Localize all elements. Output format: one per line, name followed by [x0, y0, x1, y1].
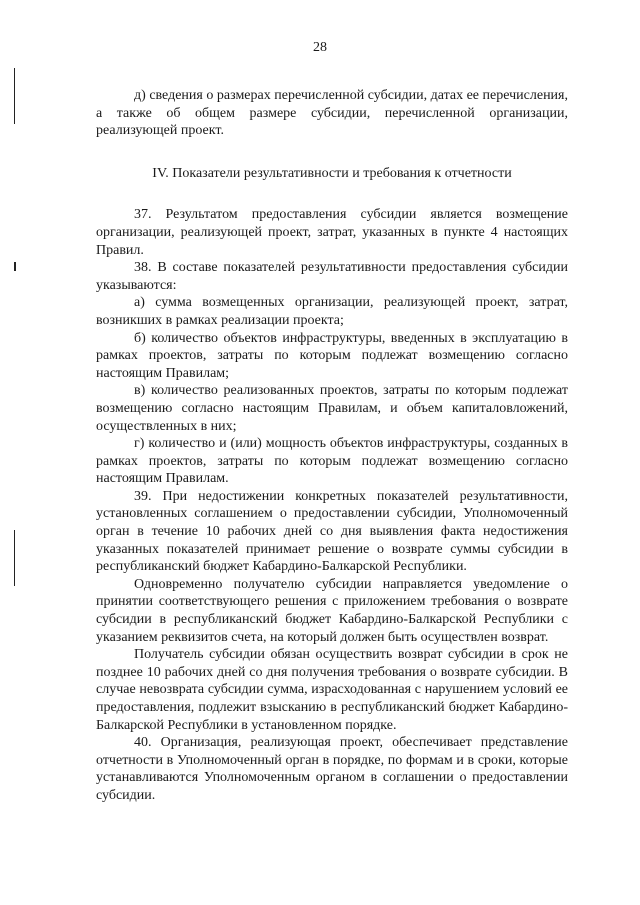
paragraph-38-v: в) количество реализованных проектов, затраты по которым подлежат возмещению согласно настоящим Правилам, и объем капиталовложений, осуществленных в них;	[96, 383, 568, 434]
document-body	[96, 87, 568, 805]
paragraph-38: 38. В составе показателей результативности предоставления субсидии указываются:	[96, 260, 568, 293]
paragraph-38-a: а) сумма возмещенных организации, реализующей проект, затрат, возникших в рамках реализации проекта;	[96, 295, 568, 328]
scan-margin-mark	[14, 68, 15, 124]
scan-margin-mark	[14, 262, 16, 271]
paragraph-notice: Одновременно получателю субсидии направляется уведомление о принятии соответствующего решения с приложением требования о возврате субсидии в республиканский бюджет Кабардино-Балкарской Республики с указанием реквизитов счета, на который должен быть осуществлен возврат.	[96, 576, 568, 645]
paragraph-38-b: б) количество объектов инфраструктуры, введенных в эксплуатацию в рамках проектов, затраты по которым подлежат возмещению согласно настоящим Правилам;	[96, 330, 568, 381]
paragraph-d: д) сведения о размерах перечисленной субсидии, датах ее перечисления, а также об общем размере субсидии, перечисленной организации, реализующей проект.	[96, 88, 568, 139]
paragraph-39: 39. При недостижении конкретных показателей результативности, установленных соглашением о предоставлении субсидии, Уполномоченный орган в течение 10 рабочих дней со дня выявления факта недостижения указанных показателей принимает решение о возврате суммы субсидии в республиканский бюджет Кабардино-Балкарской Республики.	[96, 488, 568, 575]
paragraph-37: 37. Результатом предоставления субсидии является возмещение организации, реализующей проект, затрат, указанных в пункте 4 настоящих Правил.	[96, 207, 568, 258]
paragraph-refund: Получатель субсидии обязан осуществить возврат субсидии в срок не позднее 10 рабочих дней со дня получения требования о возврате субсидии. В случае невозврата субсидии сумма, израсходованная с нарушением условий ее предоставления, подлежит взысканию в республиканский бюджет Кабардино-Балкарской Республики в установленном порядке.	[96, 647, 568, 733]
section-heading: IV. Показатели результативности и требования к отчетности	[152, 165, 512, 181]
page-number: 28	[313, 40, 327, 55]
scan-margin-mark	[14, 530, 15, 586]
paragraph-38-g: г) количество и (или) мощность объектов инфраструктуры, созданных в рамках проектов, затраты по которым подлежат возмещению согласно настоящим Правилам.	[96, 436, 568, 487]
paragraph-40: 40. Организация, реализующая проект, обеспечивает представление отчетности в Уполномоченный орган в порядке, по формам и в сроки, которые устанавливаются Уполномоченным органом в соглашении о предоставлении субсидии.	[96, 735, 568, 803]
